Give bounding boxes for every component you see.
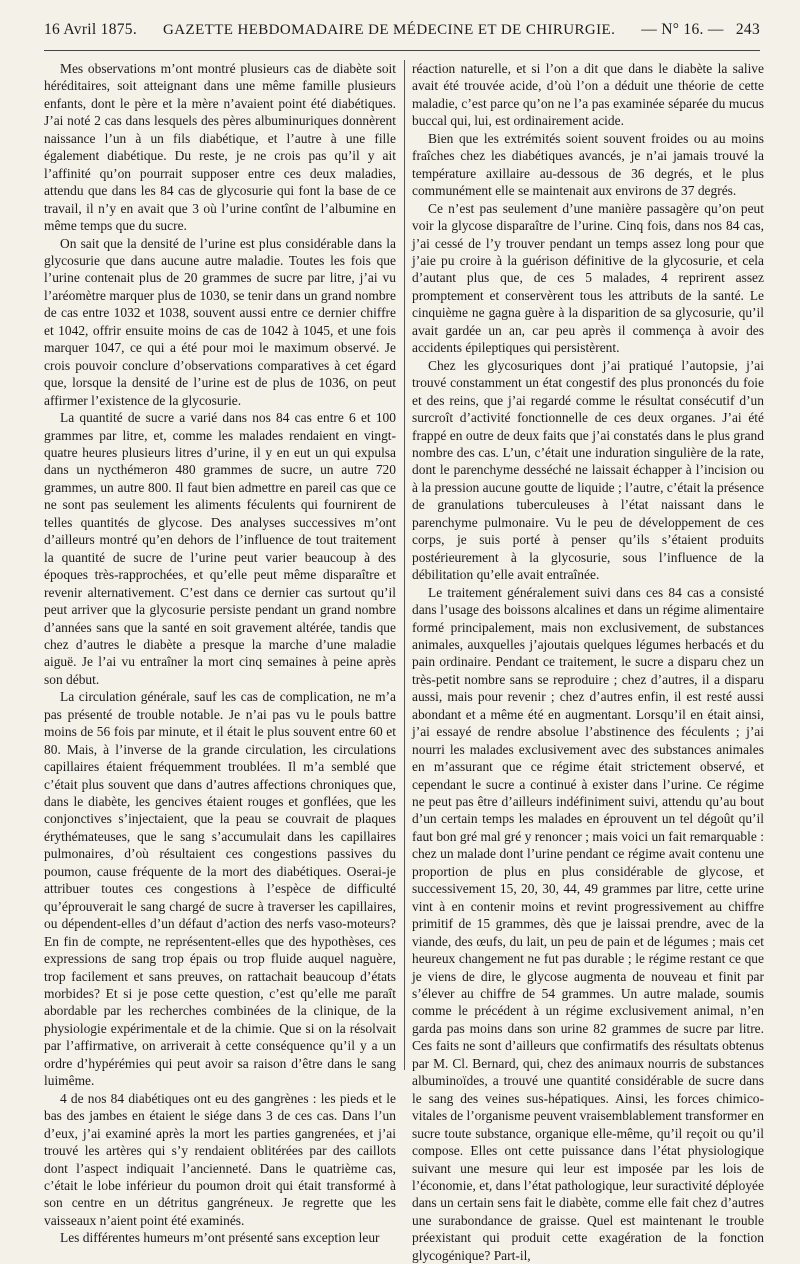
paragraph: 4 de nos 84 diabétiques ont eu des gangrènes : les pieds et le bas des jambes en étaient le siége dans 3 de ces cas. Dans l’un d’eux, j’ai examiné après la mort les parties gangrenées, et j’ai trouvé les artères qui s’y rendaient oblitérées par des caillots dont l’aspect indiquait l’ancienneté. Dans le quatrième cas, c’était le lobe inférieur du poumon droit qui était transformé à son centre en un détritus gangréneux. Je regrette que les vaisseaux n’aient point été examinés.	[44, 1090, 396, 1228]
journal-title: GAZETTE HEBDOMADAIRE DE MÉDECINE ET DE CHIRURGIE.	[163, 21, 616, 38]
header-rule	[44, 50, 760, 51]
issue-number: — N° 16. —	[641, 21, 724, 38]
page-number: 243	[735, 21, 760, 38]
left-column	[44, 60, 396, 1246]
paragraph: Mes observations m’ont montré plusieurs cas de diabète soit héréditaires, soit atteignant dans une même famille plusieurs enfants, dont le père et la mère n’avaient point été diabétiques. J’ai noté 2 cas dans lesquels des pères albuminuriques donnèrent naissance l’un à un fils diabétique, et l’autre à une fille également diabétique. Du reste, je ne crois pas qu’il y ait l’affinité qu’on pourrait supposer entre ces deux maladies, attendu que dans les 84 cas de glycosurie qui font la base de ce travail, il n’y en avait que 3 où l’urine contînt de l’albumine en même temps que du sucre.	[44, 61, 396, 234]
column-divider	[404, 60, 405, 1070]
page-header	[44, 16, 760, 44]
issue-number-and-page	[641, 21, 760, 39]
paragraph: Chez les glycosuriques dont j’ai pratiqué l’autopsie, j’ai trouvé constamment un état congestif des plus prononcés du foie et des reins, que j’ai regardé comme le résultat consécutif d’un surcroît d’activité fonctionnelle de ces deux organes. J’ai été frappé en outre de deux faits que j’ai constatés dans le plus grand nombre des cas. L’un, c’était une induration singulière de la rate, dont le parenchyme desséché ne laissait échapper à l’incision ou à la pression aucune goutte de liquide ; l’autre, c’était la présence de granulations tuberculeuses à l’état naissant dans le parenchyme pulmonaire. Vu le peu de développement de ces corps, je suis porté à penser qu’ils s’étaient produits postérieurement à la glycosurie, sous l’influence de la débilitation qu’elle avait entraînée.	[412, 357, 764, 583]
paragraph: La circulation générale, sauf les cas de complication, ne m’a pas présenté de trouble notable. Je n’ai pas vu le pouls battre moins de 56 fois par minute, et il était le plus souvent entre 60 et 80. Mais, à l’inverse de la grande circulation, les circulations capillaires étaient fréquemment troublées. Il m’a semblé que c’était plus souvent que dans d’autres affections chroniques que, dans le diabète, les gencives étaient rouges et gonflées, que les conjonctives s’injectaient, que la peau se couvrait de plaques érythémateuses, que le sang s’accumulait dans les capillaires pulmonaires, d’où résultaient ces congestions passives du poumon, cause fréquente de la mort des diabétiques. Oserai-je attribuer toutes ces congestions à l’espèce de difficulté qu’éprouverait le sang chargé de sucre à traverser les capillaires, ou dépendent-elles d’un défaut d’action des nerfs vaso-moteurs? En fin de compte, ne représentent-elles que des hypothèses, ces expressions de sang trop épais ou trop fluide auquel naguère, trop facilement et sans preuves, on rattachait beaucoup d’états morbides? Et si je pose cette question, c’est qu’elle me paraît abordable par les recherches combinées de la clinique, de la physiologie expérimentale et de la chimie. Que si on la résolvait par l’affirmative, on arriverait à cette conséquence qu’il y a un ordre d’hypérémies qui peut avoir sa raison d’être dans le sang luimême.	[44, 689, 396, 1089]
paragraph: On sait que la densité de l’urine est plus considérable dans la glycosurie que dans aucune autre maladie. Toutes les fois que l’urine contenait plus de 20 grammes de sucre par litre, j’ai vu l’aréomètre marquer plus de 1030, se tenir dans un grand nombre de cas entre 1032 et 1038, souvent aussi entre ce dernier chiffre et 1042, offrir ensuite moins de cas de 1042 à 1045, et une fois marquer 1047, ce qui a été pour moi le maximum observé. Je crois pouvoir conclure d’observations comparatives à cet égard que, lorsque la densité de l’urine est de plus de 1036, on peut affirmer l’existence de la glycosurie.	[44, 235, 396, 408]
issue-date: 16 Avril 1875.	[44, 21, 138, 38]
paragraph: Bien que les extrémités soient souvent froides ou au moins fraîches chez les diabétiques avancés, je n’ai jamais trouvé la température axillaire au-dessous de 36 degrés, et le plus communément elle se maintenait aux environs de 37 degrés.	[412, 130, 764, 199]
right-column	[412, 60, 764, 1263]
paragraph: Le traitement généralement suivi dans ces 84 cas a consisté dans l’usage des boissons alcalines et dans un régime alimentaire formé principalement, mais non exclusivement, de substances animales, auxquelles j’ajoutais quelques légumes herbacés et du pain ordinaire. Pendant ce traitement, le sucre a disparu chez un très-petit nombre sans se reproduire ; chez d’autres, il a disparu aussi, mais pour revenir ; chez d’autres enfin, il est resté aussi abondant et a même été en augmentant. Lorsqu’il en était ainsi, j’ai essayé de rendre absolue l’abstinence des féculents ; j’ai nourri les malades exclusivement avec des substances animales en m’assurant que ce régime était strictement observé, et cependant le sucre a continué à exister dans l’urine. Ce régime ne peut pas être d’ailleurs indéfiniment suivi, attendu qu’au bout d’un certain temps les malades en éprouvent un tel dégoût qu’il faut bon gré mal gré y renoncer ; mais voici un fait remarquable : chez un malade dont l’urine pendant ce régime avait contenu une proportion de plus en plus considérable de glycose, et successivement 15, 20, 30, 44, 49 grammes par litre, cette urine vint à en contenir moins et revint progressivement au chiffre primitif de 15 grammes, dès que je laissai prendre, avec de la viande, des œufs, du lait, un peu de pain et de légumes ; mais cet heureux changement ne fut pas durable ; le régime restant ce que je viens de dire, le glycose augmenta de nouveau et finit par s’élever au chiffre de 54 grammes. Un autre malade, soumis comme le précédent à un régime exclusivement animal, n’en garda pas moins dans son urine 82 grammes de sucre par litre. Ces faits ne sont d’ailleurs que confirmatifs des résultats obtenus par M. Cl. Bernard, qui, chez des animaux nourris de substances albuminoïdes, a trouvé une quantité considérable de sucre dans le sang des veines sus-hépatiques. Ainsi, les forces chimico-vitales de l’organisme peuvent vraisemblablement transformer en sucre toute substance, organique elle-même, qu’il reçoit ou qu’il compose. Elles ont cette puissance dans l’état physiologique suivant une mesure qui leur est imposée par les lois de l’économie, et, dans l’état pathologique, leur suractivité déployée dans un certain sens fait le diabète, comme elle fait chez d’autres une surabondance de graisse. Quel est maintenant le trouble préexistant qui produit cette exagération de la fonction glycogénique? Part-il,	[412, 584, 764, 1263]
paragraph: La quantité de sucre a varié dans nos 84 cas entre 6 et 100 grammes par litre, et, comme les malades rendaient en vingt-quatre heures plusieurs litres d’urine, il y en eut un qui expulsa dans un nycthémeron 480 grammes de sucre, un autre 720 grammes, un autre 800. Il faut bien admettre en pareil cas que ce ne sont pas seulement les aliments féculents qui fournirent de telles quantités de glycose. Des analyses successives m’ont d’ailleurs montré qu’en dehors de l’influence de tout traitement la quantité de sucre de l’urine peut varier beaucoup à des époques très-rapprochées, et qu’elle peut même disparaître et revenir alternativement. C’est dans ce dernier cas surtout qu’il peut arriver que la glycosurie persiste pendant un grand nombre d’années sans que la santé en soit gravement altérée, tandis que chez d’autres le diabète a presque la marche d’une maladie aiguë. Je l’ai vu entraîner la mort cinq semaines à peine après son début.	[44, 410, 396, 687]
paragraph: Les différentes humeurs m’ont présenté sans exception leur	[60, 1230, 380, 1246]
paragraph: Ce n’est pas seulement d’une manière passagère qu’on peut voir la glycose disparaître de l’urine. Cinq fois, dans nos 84 cas, j’ai cessé de l’y trouver pendant un temps assez long pour que j’aie pu croire à la guérison définitive de la glycosurie, et cela d’autant plus que, de ces 5 malades, 4 reprirent assez promptement et conservèrent tous les attributs de la santé. Le cinquième ne gagna guère à la disparition de sa glycosurie, qu’il avait gardée un an, car peu après il commença à avoir des accidents épileptiques qui persistèrent.	[412, 200, 764, 356]
paragraph: réaction naturelle, et si l’on a dit que dans le diabète la salive avait été trouvée acide, d’où l’on a déduit une théorie de cette maladie, c’est parce qu’on ne l’a pas examinée séparée du mucus buccal qui, lui, est ordinairement acide.	[412, 61, 764, 129]
